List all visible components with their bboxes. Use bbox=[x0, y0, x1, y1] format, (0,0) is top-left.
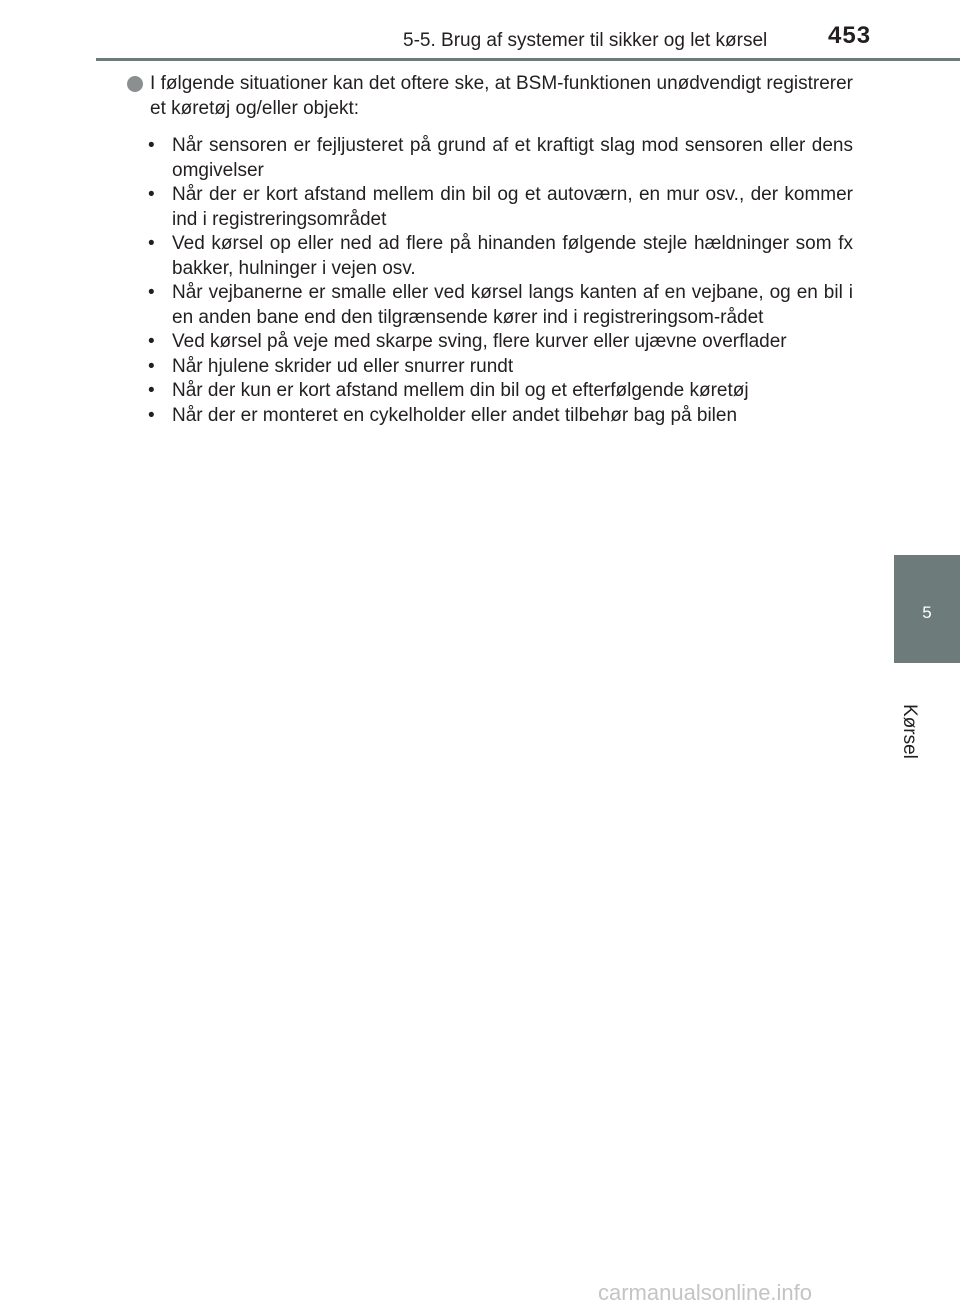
bullet-icon: • bbox=[148, 331, 155, 352]
bullet-icon: • bbox=[148, 184, 155, 205]
main-content bbox=[125, 72, 853, 428]
chapter-tab bbox=[894, 555, 960, 663]
header-rule bbox=[96, 58, 960, 61]
bullet-icon: • bbox=[148, 380, 155, 401]
list-item-text: Når sensoren er fejljusteret på grund af et kraftigt slag mod sensoren eller dens omgivelser bbox=[172, 135, 853, 181]
chapter-number: 5 bbox=[922, 603, 932, 622]
list-item-text: Ved kørsel op eller ned ad flere på hinanden følgende stejle hældninger som fx bakker, hulninger i vejen osv. bbox=[172, 233, 853, 279]
page-header bbox=[0, 0, 960, 60]
list-item bbox=[146, 183, 853, 232]
list-item-text: Ved kørsel på veje med skarpe sving, flere kurver eller ujævne overflader bbox=[172, 331, 787, 352]
list-item bbox=[146, 355, 853, 380]
list-item-text: Når der er kort afstand mellem din bil og et autoværn, en mur osv., der kommer ind i registreringsområdet bbox=[172, 184, 853, 230]
section-title: 5-5. Brug af systemer til sikker og let kørsel bbox=[403, 30, 768, 51]
bullet-icon: • bbox=[148, 404, 155, 426]
bullet-icon: • bbox=[148, 282, 155, 303]
chapter-label: Kørsel bbox=[899, 704, 920, 759]
situation-list bbox=[125, 134, 853, 428]
page-number: 453 bbox=[828, 22, 872, 49]
lead-text: I følgende situationer kan det oftere ske, at BSM-funktionen unødvendigt registrerer et køretøj og/eller objekt: bbox=[150, 73, 853, 119]
lead-paragraph bbox=[125, 72, 853, 121]
round-bullet-icon bbox=[127, 76, 143, 92]
bullet-icon: • bbox=[148, 355, 155, 377]
site-watermark: carmanualsonline.info bbox=[598, 1280, 813, 1305]
list-item bbox=[146, 379, 853, 404]
list-item-text: Når vejbanerne er smalle eller ved kørsel langs kanten af en vejbane, og en bil i en anden bane end den tilgrænsende kører ind i registreringsom-rådet bbox=[172, 282, 853, 328]
list-item bbox=[146, 404, 853, 429]
list-item-text: Når der er monteret en cykelholder eller andet tilbehør bag på bilen bbox=[172, 404, 738, 426]
list-item-text: Når hjulene skrider ud eller snurrer rundt bbox=[172, 355, 514, 377]
bullet-icon: • bbox=[148, 135, 155, 156]
bullet-icon: • bbox=[148, 233, 155, 254]
list-item bbox=[146, 281, 853, 330]
list-item-text: Når der kun er kort afstand mellem din bil og et efterfølgende køretøj bbox=[172, 380, 749, 401]
list-item bbox=[146, 134, 853, 183]
list-item bbox=[146, 232, 853, 281]
list-item bbox=[146, 330, 853, 355]
